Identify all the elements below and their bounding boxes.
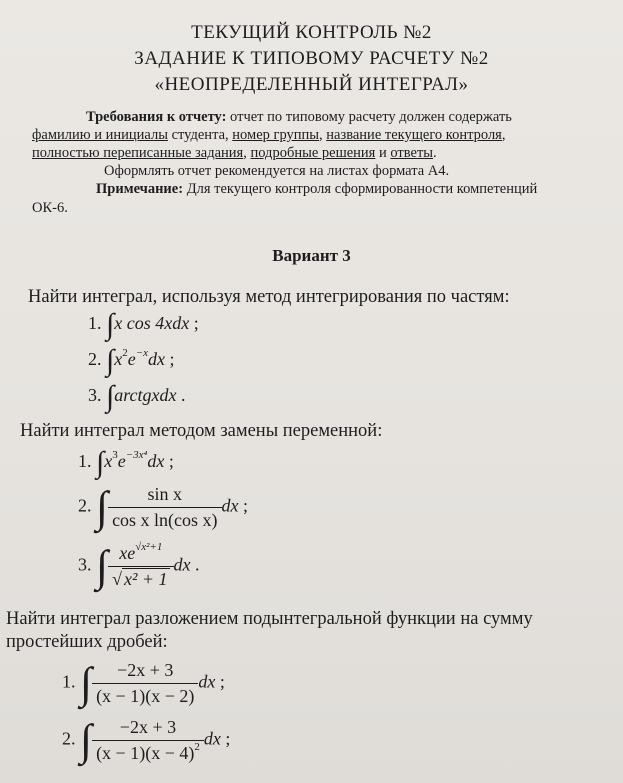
note-code: ОК-6. [32,200,68,216]
section-2-heading: Найти интеграл методом замены переменной: [20,421,383,441]
integral-sign: ∫ [96,482,109,532]
fraction: $\frac{-2x + 3}{(x - 1)(x - 4)^2}$ [92,717,204,764]
integral-sign: ∫ [106,308,115,341]
integral-sign: ∫ [96,446,105,479]
s1-item-1: 1. ∫x cos 4xdx ; [88,308,199,341]
integral-sign: ∫ [106,380,115,413]
requirements-line-1: Требования к отчету: отчет по типовому расчету должен содержать [86,109,512,125]
s2-item-1: 1. $\int x^3e^{-3x^4}dx$ ; [78,446,174,479]
s1-item-3: 3. ∫arctgxdx . [88,380,186,413]
s3-item-1: 1. ∫ $\frac{-2x + 3}{(x - 1)(x - 2)}$ dx ; [62,658,225,708]
header-line-3: «НЕОПРЕДЕЛЕННЫЙ ИНТЕГРАЛ» [154,74,469,95]
section-3-heading-2: простейших дробей: [6,632,168,652]
note-line: Примечание: Для текущего контроля сформированности компетенций [96,181,538,197]
fraction: $\frac{-2x + 3}{(x - 1)(x - 2)}$ [92,660,198,707]
variant-title: Вариант 3 [272,246,351,265]
integral-sign: ∫ [106,344,115,377]
requirements-line-2: фамилию и инициалы студента, номер группы, название текущего контроля, [32,127,506,143]
note-label: Примечание: [96,181,184,197]
requirements-label: Требования к отчету: [86,109,227,125]
integral-sign: ∫ [96,541,109,591]
section-3-heading-1: Найти интеграл разложением подынтегральной функции на сумму [6,609,533,629]
requirements-line-3: полностью переписанные задания, подробные решения и ответы. [32,145,437,161]
s2-item-3: 3. ∫ $\frac{xe^{√x^2+1}}{\text{√ x² + 1}}$ dx . [78,541,200,591]
integral-sign: ∫ [80,715,93,765]
section-1-heading: Найти интеграл, используя метод интегрирования по частям: [28,287,510,307]
header-line-2: ЗАДАНИЕ К ТИПОВОМУ РАСЧЕТУ №2 [134,48,489,69]
integral-sign: ∫ [80,658,93,708]
format-note: Оформлять отчет рекомендуется на листах формата А4. [104,163,450,179]
s2-item-2: 2. ∫ $\frac{\text{sin x}}{\text{cos x ln(cos x)}}$ dx ; [78,482,249,532]
s3-item-2: 2. ∫ $\frac{-2x + 3}{(x - 1)(x - 4)^2}$ dx ; [62,715,231,765]
fraction: $\frac{xe^{√x^2+1}}{\text{√ x² + 1}}$ [108,543,173,590]
s1-item-2: 2. $\int x^2e^{-x}dx$ ; [88,344,175,377]
header-line-1: ТЕКУЩИЙ КОНТРОЛЬ №2 [191,22,432,43]
fraction: $\frac{\text{sin x}}{\text{cos x ln(cos x)}}$ [108,484,221,531]
